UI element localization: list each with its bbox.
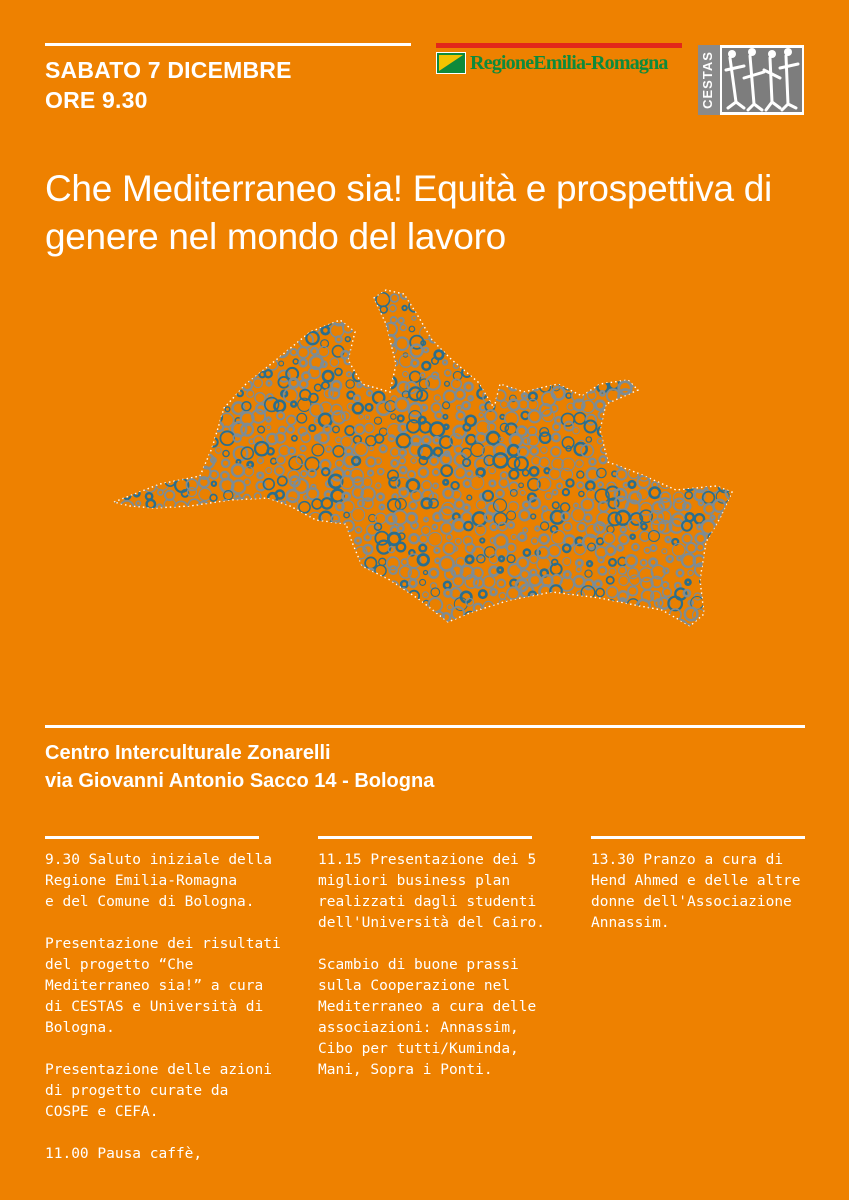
program-column-2	[318, 850, 578, 1102]
program-item: 11.15 Presentazione dei 5 migliori business plan realizzati dagli studenti dell'Università del Cairo.	[318, 852, 545, 931]
program-item: Presentazione delle azioni di progetto curate da COSPE e CEFA.	[45, 1062, 272, 1120]
column-rule-2	[318, 836, 532, 839]
cestas-logo	[698, 45, 804, 115]
program-column-1	[45, 850, 305, 1186]
top-rule	[45, 43, 411, 46]
program-column-3	[591, 850, 831, 955]
mediterranean-map-icon	[100, 280, 745, 640]
cestas-logo-text: CESTAS	[700, 51, 715, 109]
region-logo-text: RegioneEmilia-Romagna	[470, 52, 668, 74]
column-rule-3	[591, 836, 805, 839]
program-item: 9.30 Saluto iniziale della Regione Emilia-Romagna e del Comune di Bologna.	[45, 852, 272, 910]
region-flag-icon	[436, 52, 466, 74]
logo-red-bar	[436, 43, 682, 48]
program-item: 13.30 Pranzo a cura di Hend Ahmed e delle altre donne dell'Associazione Annassim.	[591, 852, 801, 931]
event-date	[45, 55, 292, 115]
program-item: Scambio di buone prassi sulla Cooperazione nel Mediterraneo a cura delle associazioni: Annassim, Cibo per tutti/Kuminda, Mani, Sopra i Ponti.	[318, 957, 537, 1078]
event-title: Che Mediterraneo sia! Equità e prospettiva di genere nel mondo del lavoro	[45, 168, 772, 257]
middle-rule	[45, 725, 805, 728]
regione-emilia-romagna-logo	[436, 43, 682, 77]
date-line: SABATO 7 DICEMBRE	[45, 57, 292, 83]
program-item: Presentazione dei risultati del progetto “Che Mediterraneo sia!” a cura di CESTAS e Università di Bologna.	[45, 936, 281, 1036]
program-item: 11.00 Pausa caffè,	[45, 1146, 203, 1162]
column-rule-1	[45, 836, 259, 839]
venue-address: via Giovanni Antonio Sacco 14 - Bologna	[45, 770, 435, 792]
time-line: ORE 9.30	[45, 87, 148, 113]
venue-name: Centro Interculturale Zonarelli	[45, 742, 331, 764]
venue-block	[45, 739, 434, 795]
cestas-figures-icon	[722, 48, 802, 112]
